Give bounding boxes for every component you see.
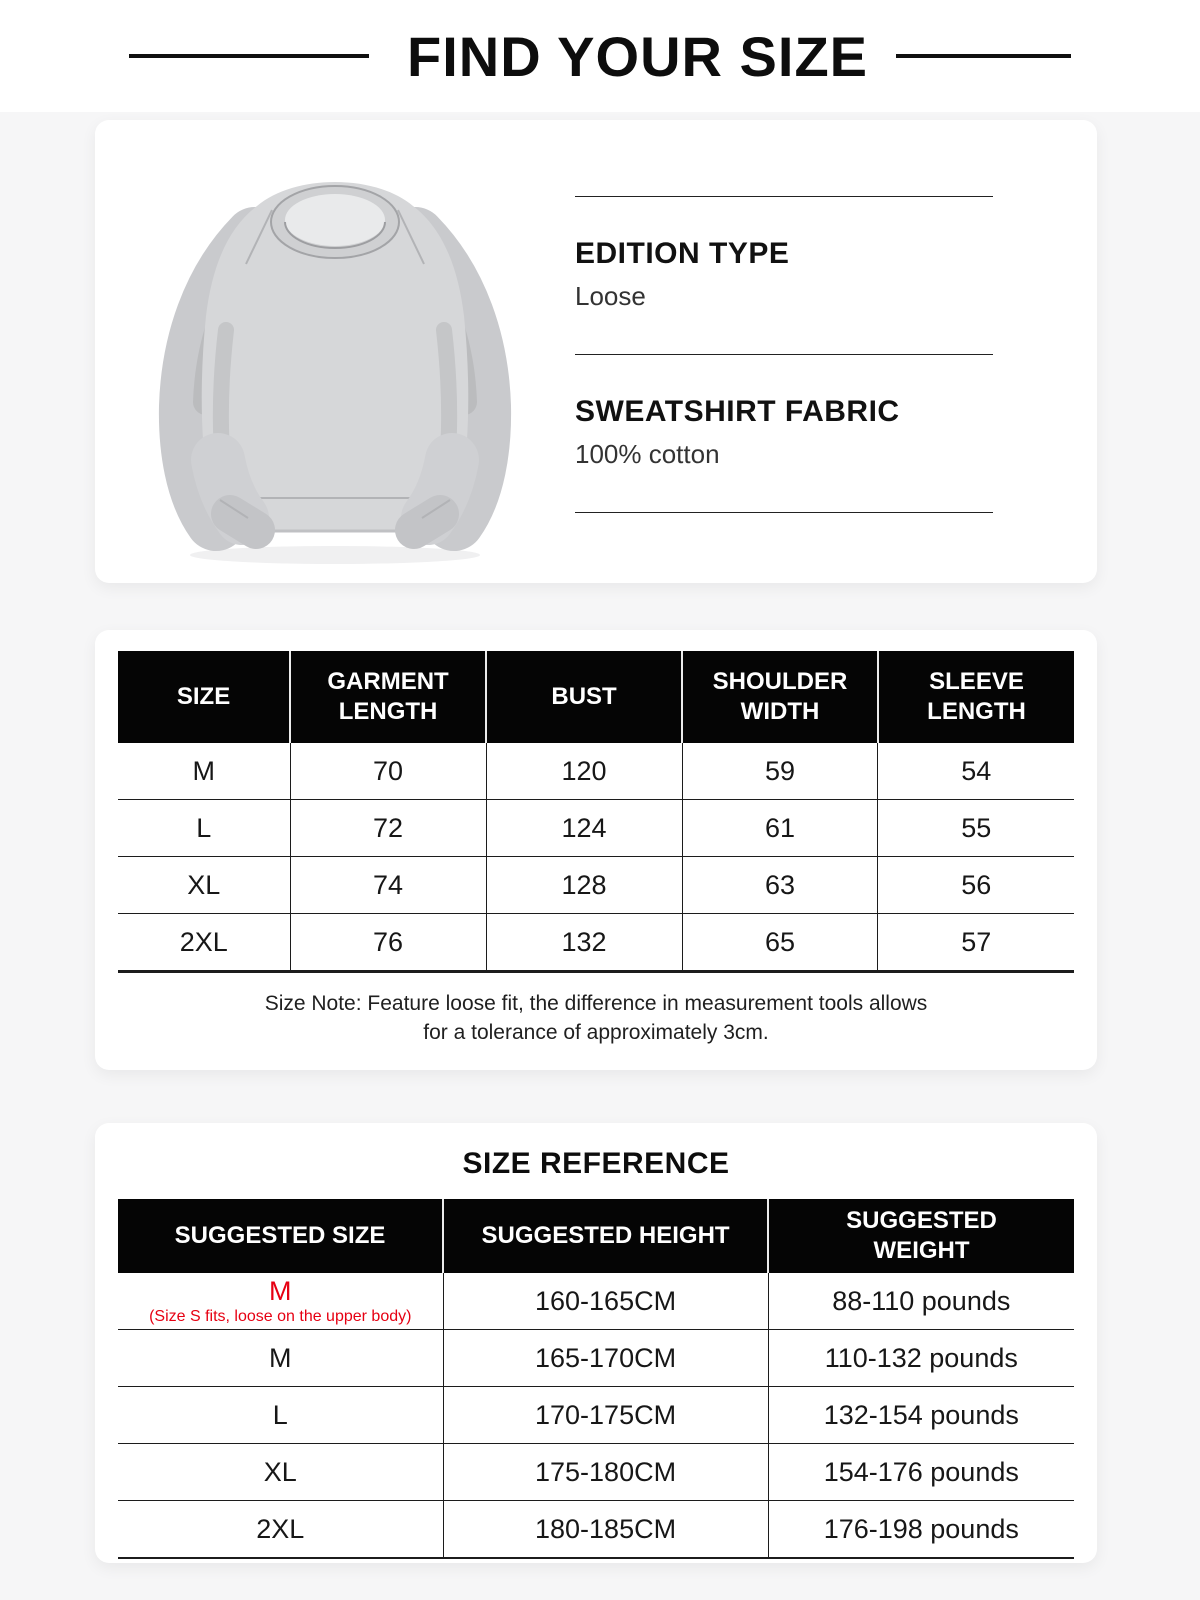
sweatshirt-left-cuff (230, 514, 256, 530)
highlighted-size: M (269, 1275, 292, 1306)
size-reference-card (95, 1123, 1097, 1563)
table-cell: 61 (682, 800, 878, 857)
table-cell: 70 (290, 743, 486, 800)
size-table-header-sleeve-length: SLEEVE LENGTH (878, 651, 1074, 743)
table-cell: 132 (486, 914, 682, 972)
table-cell: M (118, 743, 290, 800)
size-table-header-shoulder-width: SHOULDER WIDTH (682, 651, 878, 743)
size-table-row-xl (118, 857, 1074, 914)
page-title: FIND YOUR SIZE (406, 24, 868, 88)
table-cell: 132-154 pounds (768, 1387, 1074, 1444)
table-cell (118, 1273, 443, 1330)
table-cell: XL (118, 857, 290, 914)
table-cell: 55 (878, 800, 1074, 857)
size-table-row-m (118, 743, 1074, 800)
table-cell: 56 (878, 857, 1074, 914)
reference-row-xl (118, 1444, 1074, 1501)
size-reference-title: SIZE REFERENCE (462, 1147, 730, 1180)
size-table-header-row (118, 651, 1074, 743)
size-table-card (95, 630, 1097, 1070)
fabric-value: 100% cotton (575, 439, 720, 469)
divider (575, 354, 993, 355)
size-note-line-1: Size Note: Feature loose fit, the difference in measurement tools allows (264, 992, 928, 1015)
table-cell: 175-180CM (443, 1444, 768, 1501)
size-reference-table (118, 1199, 1074, 1559)
highlighted-size-note: (Size S fits, loose on the upper body) (149, 1307, 412, 1325)
title-line-left (129, 54, 369, 58)
table-cell: 2XL (118, 914, 290, 972)
table-cell: 59 (682, 743, 878, 800)
table-cell: XL (118, 1444, 443, 1501)
table-cell: 124 (486, 800, 682, 857)
edition-type-value: Loose (575, 281, 646, 311)
table-cell: 120 (486, 743, 682, 800)
table-cell: 165-170CM (443, 1330, 768, 1387)
table-cell: 180-185CM (443, 1501, 768, 1559)
edition-type-label: EDITION TYPE (575, 237, 790, 270)
size-table (118, 651, 1074, 973)
size-table-header-garment-length: GARMENT LENGTH (290, 651, 486, 743)
table-cell: M (118, 1330, 443, 1387)
table-cell: 2XL (118, 1501, 443, 1559)
table-cell: 72 (290, 800, 486, 857)
size-table-row-2xl (118, 914, 1074, 972)
reference-row-m (118, 1330, 1074, 1387)
reference-header-suggested-height: SUGGESTED HEIGHT (443, 1199, 768, 1273)
size-table-row-l (118, 800, 1074, 857)
sweatshirt-right-cuff (414, 514, 440, 530)
table-cell: 57 (878, 914, 1074, 972)
divider (575, 196, 993, 197)
table-cell: 74 (290, 857, 486, 914)
size-note-line-2: for a tolerance of approximately 3cm. (423, 1021, 769, 1045)
table-cell: 76 (290, 914, 486, 972)
size-table-header-size: SIZE (118, 651, 290, 743)
sweatshirt-image (100, 130, 570, 570)
product-image (95, 120, 575, 583)
table-cell: 176-198 pounds (768, 1501, 1074, 1559)
table-cell: 88-110 pounds (768, 1273, 1074, 1330)
reflection-shadow (190, 546, 480, 564)
reference-row-m-small (118, 1273, 1074, 1330)
table-cell: L (118, 800, 290, 857)
reference-row-l (118, 1387, 1074, 1444)
fabric-label: SWEATSHIRT FABRIC (575, 395, 900, 428)
table-cell: 65 (682, 914, 878, 972)
table-cell: 54 (878, 743, 1074, 800)
reference-header-suggested-weight: SUGGESTED WEIGHT (768, 1199, 1074, 1273)
table-cell: 110-132 pounds (768, 1330, 1074, 1387)
size-note (118, 989, 1074, 1048)
reference-row-2xl (118, 1501, 1074, 1559)
divider (575, 512, 993, 513)
table-cell: 128 (486, 857, 682, 914)
title-line-right (896, 54, 1071, 58)
product-info (575, 120, 993, 583)
size-table-header-bust: BUST (486, 651, 682, 743)
table-cell: 63 (682, 857, 878, 914)
table-cell: 154-176 pounds (768, 1444, 1074, 1501)
reference-header-row (118, 1199, 1074, 1273)
page-header (0, 0, 1200, 112)
table-cell: L (118, 1387, 443, 1444)
table-cell: 170-175CM (443, 1387, 768, 1444)
reference-header-suggested-size: SUGGESTED SIZE (118, 1199, 443, 1273)
table-cell: 160-165CM (443, 1273, 768, 1330)
product-card (95, 120, 1097, 583)
